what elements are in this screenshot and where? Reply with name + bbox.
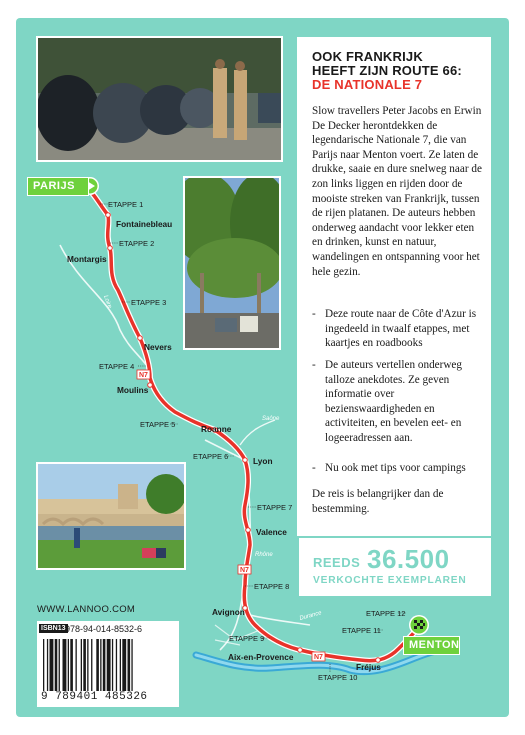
etappe-label-8: ETAPPE 8: [254, 582, 290, 591]
barcode-bar: [83, 639, 86, 691]
river-label-saone: Saône: [262, 416, 280, 422]
river-label-loire: Loire: [102, 294, 113, 310]
city-dot-nevers: [138, 336, 143, 341]
city-dot-fontainebleau: [106, 213, 111, 218]
end-label-box: [403, 636, 460, 655]
river-label-durance: Durance: [298, 610, 323, 622]
photo-vintage-cars: [36, 36, 283, 162]
barcode-bar: [131, 639, 132, 691]
n7-sign-label: N7: [240, 567, 249, 574]
n7-sign-label: N7: [314, 654, 323, 661]
barcode-bar: [76, 639, 77, 691]
end-city-label: MENTON: [409, 639, 460, 651]
city-dot-valence: [246, 528, 251, 533]
barcode-bar: [107, 639, 111, 691]
barcode-bar: [68, 639, 69, 691]
bullet-dash: -: [312, 462, 316, 474]
barcode-bar: [91, 639, 92, 691]
etappe-label-3: ETAPPE 3: [131, 298, 167, 307]
barcode-bar: [50, 639, 54, 691]
barcode-bar: [81, 639, 82, 691]
barcode-bar: [120, 639, 121, 691]
city-label-frejus: Fréjus: [356, 662, 381, 672]
etappe-label-12: ETAPPE 12: [366, 609, 406, 618]
city-label-avignon: Avignon: [212, 607, 245, 617]
bullet-text: Nu ook met tips voor campings: [325, 462, 466, 474]
city-label-roanne: Roanne: [201, 424, 232, 434]
photo-plane-tree-avenue: [183, 176, 281, 350]
barcode-bar: [87, 639, 88, 691]
barcode-bar: [55, 639, 58, 691]
sales-banner: [299, 538, 491, 596]
etappe-label-4: ETAPPE 4: [99, 362, 135, 371]
banner-subtitle: VERKOCHTE EXEMPLAREN: [313, 575, 467, 586]
bullet-text: Deze route naar de Côte d'Azur is ingedeeld in twaalf etappes, met kaartjes en roadbooks: [325, 308, 477, 350]
city-dot-aix: [298, 648, 303, 653]
city-label-moulins: Moulins: [117, 385, 149, 395]
city-label-montargis: Montargis: [67, 254, 107, 264]
barcode-bar: [59, 639, 60, 691]
city-label-aix: Aix-en-Provence: [228, 652, 294, 662]
etappe-label-9: ETAPPE 9: [229, 634, 265, 643]
rhone-river: [205, 440, 250, 650]
barcode-bar: [128, 639, 131, 691]
etappe-label-6: ETAPPE 6: [193, 452, 229, 461]
barcode-bar: [70, 639, 73, 691]
etappe-label-2: ETAPPE 2: [119, 239, 155, 248]
city-label-lyon: Lyon: [253, 456, 273, 466]
city-dot-moulins: [148, 383, 153, 388]
start-city-label: PARIJS: [33, 180, 75, 192]
intro-paragraph: Slow travellers Peter Jacobs en Erwin De Decker herontdekken de legendarische Nationale 7, die van Parijs naar Menton voert. Ze laten de drukke, saaie en dure snelweg naar de zon links liggen en rijden door de mooiste streken van Frankrijk, tussen de rijen platanen. De auteurs hebben onderweg aandacht voor lekker eten en drinken, kunst en natuur, wandelingen en ontspanning voor het hele gezin.: [312, 105, 482, 278]
etappe-label-5: ETAPPE 5: [140, 420, 176, 429]
etappe-label-10: ETAPPE 10: [318, 673, 358, 682]
city-label-fontainebleau: Fontainebleau: [116, 219, 173, 229]
barcode-digits: 9 789401 485326: [41, 691, 148, 703]
barcode-bar: [103, 639, 106, 691]
bullet-text: De auteurs vertellen onderweg talloze anekdotes. Ze geven informatie over bezienswaardigheden en activiteiten, en bevelen eet- en logeeradressen aan.: [325, 359, 462, 444]
barcode-bars: [43, 639, 175, 691]
city-label-nevers: Nevers: [144, 342, 172, 352]
photo-avignon-bridge: [36, 462, 186, 570]
etappe-label-1: ETAPPE 1: [108, 200, 144, 209]
n7-sign-label: N7: [139, 372, 148, 379]
city-dot-montargis: [108, 246, 113, 251]
description-panel: [297, 37, 491, 536]
bullet-dash: -: [312, 308, 316, 320]
barcode-bar: [112, 639, 113, 691]
publisher-website: WWW.LANNOO.COM: [37, 604, 136, 615]
isbn-number: 978-94-014-8532-6: [65, 624, 143, 634]
start-label-box: [27, 177, 89, 196]
banner-reeds: REEDS: [313, 555, 361, 570]
etappe-label-7: ETAPPE 7: [257, 503, 293, 512]
closing-paragraph: De reis is belangrijker dan de bestemming.: [312, 488, 444, 515]
barcode-bar: [116, 639, 117, 691]
city-dot-lyon: [243, 458, 248, 463]
etappe-label-11: ETAPPE 11: [342, 626, 381, 635]
isbn-label: ISBN13: [41, 625, 66, 632]
barcode-bar: [43, 639, 44, 691]
headline-line-2: HEEFT ZIJN ROUTE 66:: [312, 63, 462, 78]
saone-river: [240, 420, 275, 445]
banner-copies-number: 36.500: [367, 544, 450, 574]
barcode-bar: [96, 639, 99, 691]
river-label-rhone: Rhône: [255, 552, 273, 558]
headline-line-1: OOK FRANKRIJK: [312, 49, 423, 64]
barcode-bar: [47, 639, 48, 691]
headline-line-3: DE NATIONALE 7: [312, 77, 423, 92]
barcode-bar: [122, 639, 126, 691]
isbn-barcode: [37, 621, 179, 707]
barcode-bar: [100, 639, 101, 691]
bullet-dash: -: [312, 359, 316, 371]
city-label-valence: Valence: [256, 527, 287, 537]
barcode-bar: [63, 639, 67, 691]
